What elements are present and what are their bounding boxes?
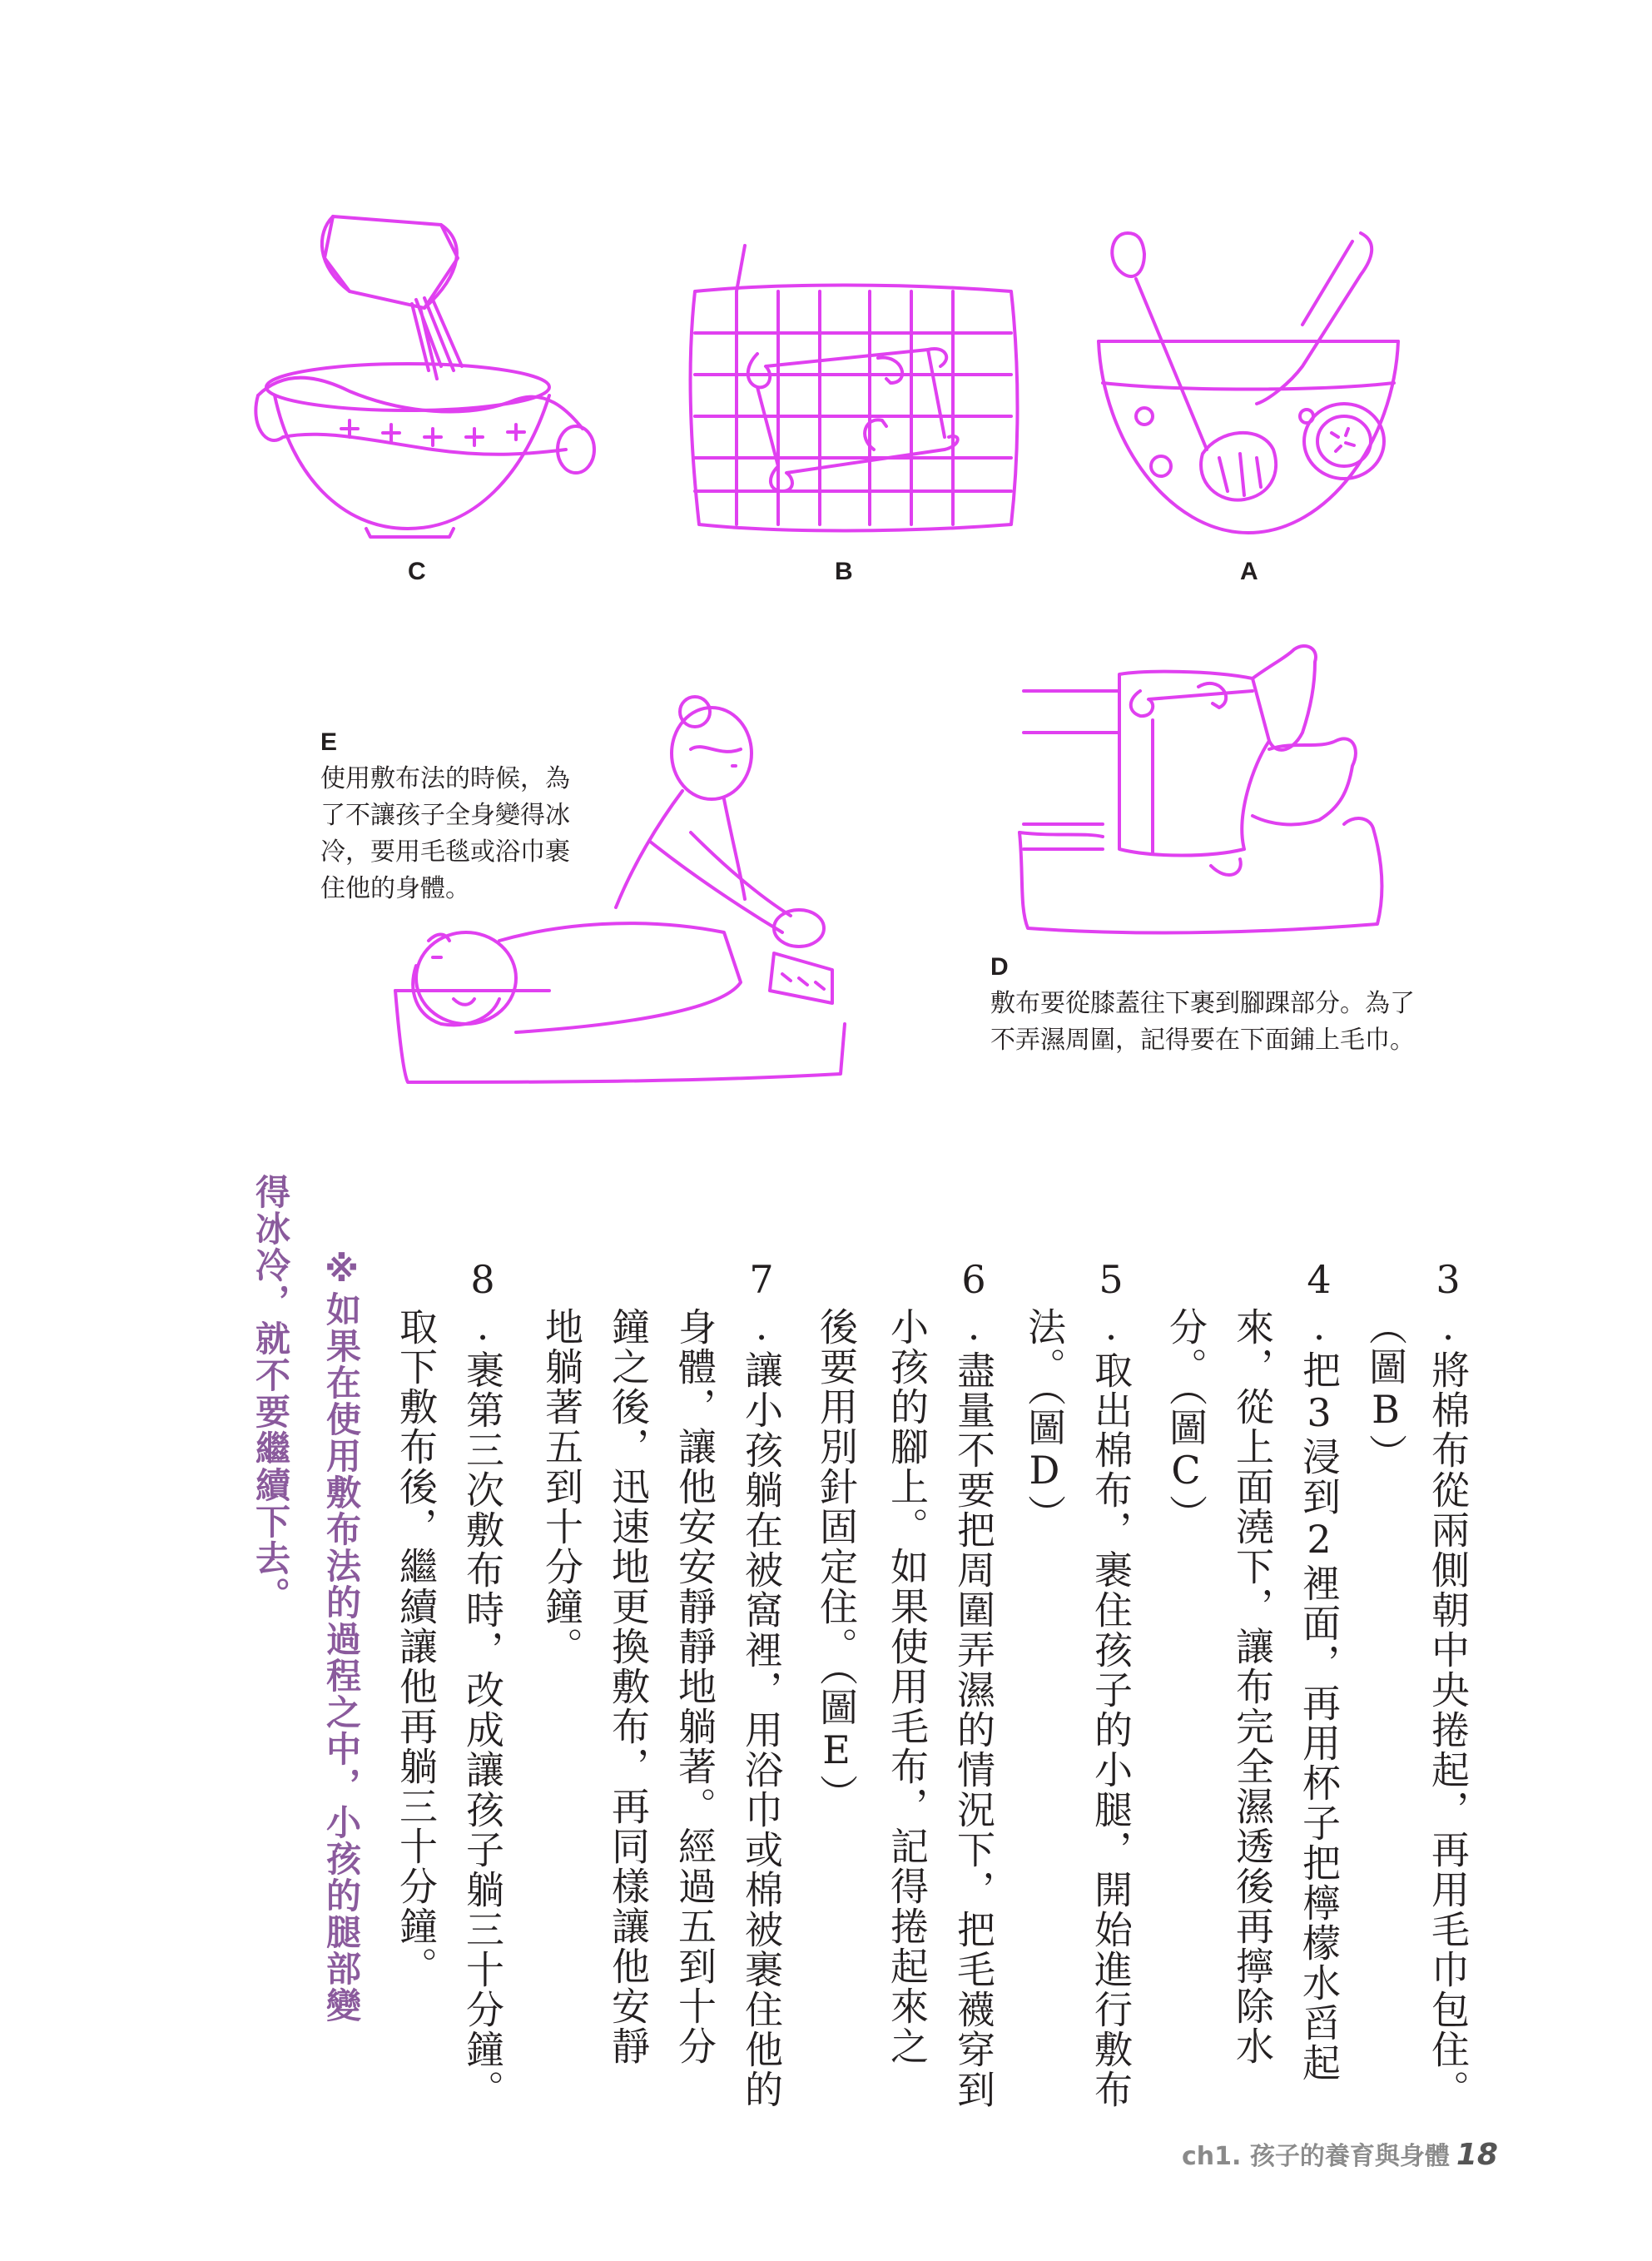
- figure-d-caption-line: 不弄濕周圍，記得要在下面鋪上毛巾。: [990, 1026, 1415, 1055]
- text-column: 3.將棉布從兩側朝中央捲起，再用毛巾包住。: [1426, 1257, 1471, 2109]
- figure-d-illustration: [1019, 641, 1386, 949]
- figure-c-label: C: [408, 558, 426, 585]
- text-column: 法。（圖D）: [1022, 1307, 1067, 1534]
- figure-b-label: B: [835, 558, 853, 585]
- text-column: 分。（圖C）: [1163, 1307, 1208, 1534]
- figure-c-illustration: [250, 200, 599, 549]
- figure-e-label: E: [320, 728, 338, 756]
- text-column: 8.裹第三次敷布時，改成讓孩子躺三十分鐘。: [460, 1257, 505, 2109]
- page-number: 18: [1456, 2138, 1498, 2172]
- note-column: ※如果在使用敷布法的過程之中，小孩的腿部變: [321, 1249, 362, 2024]
- figure-d-label: D: [990, 953, 1009, 981]
- text-column: 鐘之後，迅速地更換敷布，再同樣讓他安靜: [606, 1307, 651, 2066]
- text-column: 取下敷布後，繼續讓他再躺三十分鐘。: [394, 1307, 439, 1986]
- text-column: 來，從上面澆下，讓布完全濕透後再擰除水: [1230, 1307, 1275, 2066]
- text-column: 7.讓小孩躺在被窩裡，用浴巾或棉被裹住他的: [739, 1257, 784, 2109]
- page-footer: [1182, 2135, 1498, 2172]
- text-column: （圖B）: [1363, 1307, 1408, 1473]
- text-column: 5.取出棉布，裹住孩子的小腿，開始進行敷布: [1089, 1257, 1134, 2109]
- figure-e-caption-line: 了不讓孩子全身變得冰: [320, 801, 570, 830]
- figure-e-caption-line: 使用敷布法的時候，為: [320, 764, 570, 793]
- text-column: 小孩的腳上。如果使用毛布，記得捲起來之: [885, 1307, 930, 2066]
- text-column: 地躺著五到十分鐘。: [539, 1307, 584, 1667]
- figure-d-caption-line: 敷布要從膝蓋往下裹到腳踝部分。為了: [990, 989, 1415, 1018]
- figure-e-caption-line: 住他的身體。: [320, 874, 470, 903]
- chapter-title: ch1. 孩子的養育與身體: [1182, 2142, 1450, 2171]
- text-column: 6.盡量不要把周圍弄濕的情況下，把毛襪穿到: [951, 1257, 996, 2109]
- figure-e-illustration: [391, 691, 857, 1099]
- figure-a-illustration: [1094, 225, 1402, 549]
- note-column: 得冰冷，就不要繼續下去。: [251, 1174, 291, 1613]
- figure-e-caption-line: 冷，要用毛毯或浴巾裹: [320, 837, 570, 867]
- text-column: 4.把3浸到2裡面，再用杯子把檸檬水舀起: [1297, 1257, 1342, 2083]
- figure-b-illustration: [678, 241, 1028, 549]
- text-column: 後要用別針固定住。（圖E）: [814, 1307, 859, 1814]
- text-column: 身體，讓他安安靜靜地躺著。經過五到十分: [672, 1307, 717, 2066]
- figure-a-label: A: [1240, 558, 1258, 585]
- figure-d-caption: [990, 949, 1506, 1059]
